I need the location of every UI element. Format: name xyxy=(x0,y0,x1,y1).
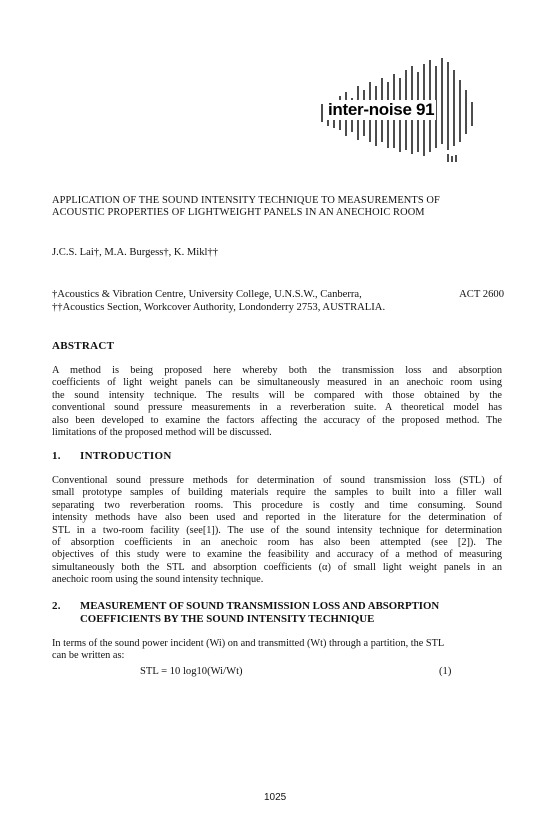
logo-text: inter-noise 91 xyxy=(328,100,435,119)
author-list: J.C.S. Lai†, M.A. Burgess†, K. Mikl†† xyxy=(52,247,219,258)
affiliation-1: †Acoustics & Vibration Centre, University College, U.N.S.W., Canberra, xyxy=(52,289,362,300)
body-line: small prototype samples of building materials require the samples to built into a filler wall xyxy=(52,487,502,499)
abstract-body xyxy=(52,365,502,439)
body-line: separating two reverberation rooms. This procedure is costly and time consuming. Sound xyxy=(52,499,502,511)
title-line-1: APPLICATION OF THE SOUND INTENSITY TECHNIQUE TO MEASUREMENTS OF xyxy=(52,195,440,206)
abstract-line: also been developed to examine the factors affecting the accuracy of the proposed method. The xyxy=(52,414,502,426)
section-2-heading-line-1: MEASUREMENT OF SOUND TRANSMISSION LOSS AND ABSORPTION xyxy=(80,600,440,612)
section-2-heading xyxy=(80,600,439,626)
section-2-body xyxy=(52,638,502,663)
body-line: simultaneously both the STL and absorption coefficients (α) of small light weight panels in an xyxy=(52,561,502,573)
affiliation-1-postcode: ACT 2600 xyxy=(459,289,504,300)
abstract-heading: ABSTRACT xyxy=(52,340,115,352)
abstract-line: coefficients of light weight panels can be simultaneously measured in an anechoic room using xyxy=(52,377,502,389)
title-line-2: ACOUSTIC PROPERTIES OF LIGHTWEIGHT PANELS IN AN ANECHOIC ROOM xyxy=(52,207,425,218)
body-line: intensity methods have also been used and reported in the literature for the determination of xyxy=(52,512,502,524)
body-line: can be written as: xyxy=(52,650,125,662)
abstract-line: conventional sound pressure measurements in a reverberation suite. A theoretical model has xyxy=(52,402,502,414)
affiliation-2: ††Acoustics Section, Workcover Authority, Londonderry 2753, AUSTRALIA. xyxy=(52,302,386,313)
section-1-heading: INTRODUCTION xyxy=(80,450,172,462)
section-2-number: 2. xyxy=(52,600,61,612)
abstract-line: limitations of the proposed method will be discussed. xyxy=(52,427,272,439)
section-1-body xyxy=(52,475,502,587)
abstract-line: the sound intensity technique. The results will be compared with those obtained by the xyxy=(52,389,502,401)
equation-1-number: (1) xyxy=(439,666,452,677)
equation-1: STL = 10 log10(Wi/Wt) xyxy=(140,666,243,677)
body-line: STL in a two-room facility (see[1]). The use of the sound intensity technique for determination xyxy=(52,524,502,536)
body-line: anechoic room using the sound intensity technique. xyxy=(52,574,264,586)
body-line: In terms of the sound power incident (Wi) on and transmitted (Wt) through a partition, the STL xyxy=(52,638,445,649)
paper-title xyxy=(52,195,504,219)
body-line: of absorption coefficients in an anechoic room has also been attempted (see [2]). The xyxy=(52,537,502,549)
affiliations xyxy=(52,288,504,314)
section-1-number: 1. xyxy=(52,450,61,462)
abstract-line: A method is being proposed here whereby both the transmission loss and absorption xyxy=(52,365,502,376)
conference-logo xyxy=(318,56,478,164)
section-2-heading-line-2: COEFFICIENTS BY THE SOUND INTENSITY TECHNIQUE xyxy=(80,613,375,625)
body-line: Conventional sound pressure methods for determination of sound transmission loss (STL) of xyxy=(52,475,502,486)
page-number: 1025 xyxy=(264,792,287,803)
body-line: objectives of this study were to examine the feasibility and accuracy of a method of measuring xyxy=(52,549,502,561)
